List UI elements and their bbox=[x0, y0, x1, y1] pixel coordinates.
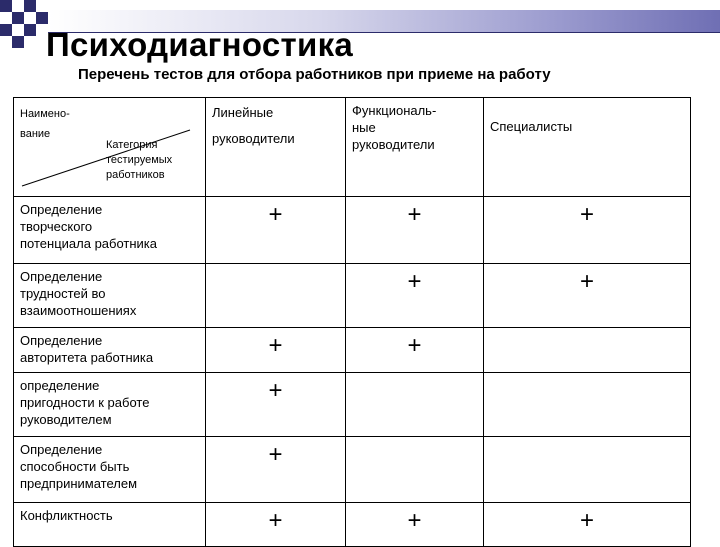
column-header-specialists: Специалисты bbox=[484, 98, 691, 197]
table-header-row bbox=[14, 98, 691, 197]
mark-cell bbox=[346, 373, 484, 437]
mark-cell bbox=[346, 437, 484, 503]
table-row bbox=[14, 328, 691, 373]
mark-cell: + bbox=[346, 264, 484, 328]
mark-cell bbox=[484, 437, 691, 503]
mark-cell: + bbox=[346, 328, 484, 373]
slide-subtitle: Перечень тестов для отбора работников при приеме на работу bbox=[78, 66, 551, 83]
row-label: Определение авторитета работника bbox=[14, 328, 206, 373]
mark-cell: + bbox=[206, 503, 346, 547]
row-label: Конфликтность bbox=[14, 503, 206, 547]
tests-table bbox=[13, 97, 691, 547]
column-header-line-managers: Линейные руководители bbox=[206, 98, 346, 197]
decorative-checker-pattern bbox=[0, 0, 48, 48]
column-header-functional-managers: Функциональ- ные руководители bbox=[346, 98, 484, 197]
row-label: Определение трудностей во взаимоотношениях bbox=[14, 264, 206, 328]
mark-cell: + bbox=[484, 503, 691, 547]
row-label: Определение творческого потенциала работника bbox=[14, 197, 206, 264]
row-label: определение пригодности к работе руководителем bbox=[14, 373, 206, 437]
mark-cell: + bbox=[206, 373, 346, 437]
corner-category-label: Категория тестируемых работников bbox=[106, 139, 173, 181]
table-row bbox=[14, 264, 691, 328]
mark-cell: + bbox=[206, 437, 346, 503]
table-row bbox=[14, 437, 691, 503]
mark-cell bbox=[484, 328, 691, 373]
corner-name-label: Наимено- вание bbox=[20, 108, 70, 140]
mark-cell: + bbox=[206, 197, 346, 264]
mark-cell bbox=[484, 373, 691, 437]
mark-cell: + bbox=[206, 328, 346, 373]
corner-header-cell bbox=[14, 98, 206, 197]
mark-cell: + bbox=[484, 264, 691, 328]
mark-cell bbox=[206, 264, 346, 328]
slide-title: Психодиагностика bbox=[46, 26, 354, 63]
mark-cell: + bbox=[346, 197, 484, 264]
table-row bbox=[14, 197, 691, 264]
mark-cell: + bbox=[346, 503, 484, 547]
mark-cell: + bbox=[484, 197, 691, 264]
table-row bbox=[14, 373, 691, 437]
row-label: Определение способности быть предпринимателем bbox=[14, 437, 206, 503]
